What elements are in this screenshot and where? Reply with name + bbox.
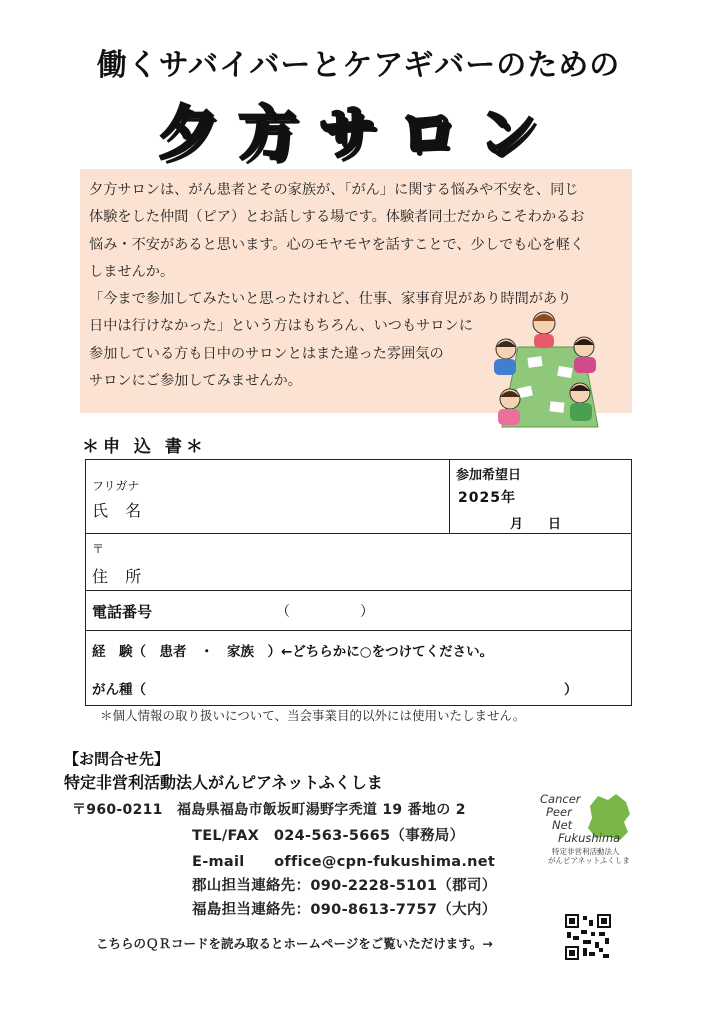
intro-line: 「今まで参加してみたいと思ったけれど、仕事、家事育児があり時間があり: [89, 291, 572, 308]
name-field[interactable]: [96, 460, 446, 533]
page-title: 夕方サロン: [158, 99, 559, 167]
form-heading: ＊申 込 書＊: [82, 437, 207, 457]
contact-koriyama: 郡山担当連絡先：090-2228-5101（郡司）: [192, 878, 497, 894]
divider: [86, 533, 631, 534]
address-label: 住 所: [92, 567, 148, 586]
contact-tel: TEL/FAX 024-563-5665（事務局）: [192, 828, 465, 844]
contact-email[interactable]: E-mail office@cpn-fukushima.net: [192, 854, 496, 870]
divider: [449, 460, 450, 533]
intro-line: 参加している方も日中のサロンとはまた違った雰囲気の: [89, 345, 444, 362]
furigana-label: フリガナ: [92, 479, 140, 493]
logo-word-cancer: Cancer: [540, 792, 581, 806]
cancer-type-close: ）: [564, 682, 578, 698]
phone-label: 電話番号: [92, 603, 153, 621]
intro-box: [80, 169, 632, 413]
name-label: 氏 名: [92, 501, 148, 520]
experience-field[interactable]: 経 験（ 患者 ・ 家族 ）←どちらかに○をつけてください。: [92, 644, 494, 660]
logo-word-net: Net: [552, 818, 573, 832]
privacy-note: ＊個人情報の取り扱いについて、当会事業目的以外には使用いたしません。: [100, 708, 526, 723]
qr-note: こちらのＱＲコードを読み取るとホームページをご覧いただけます。→: [96, 936, 493, 951]
divider: [86, 590, 631, 591]
intro-line: 夕方サロンは、がん患者とその家族が、「がん」に関する悩みや不安を、同じ: [89, 182, 579, 198]
intro-line: 体験をした仲間（ピア）とお話しする場です。体験者同士だからこそわかるお: [89, 209, 585, 226]
logo-sub-2: がんピアネットふくしま: [548, 856, 630, 865]
phone-field[interactable]: （ ）: [276, 604, 374, 620]
salon-illustration: [488, 307, 600, 435]
contact-address: 〒960-0211 福島県福島市飯坂町湯野字秃道 19 番地の 2: [72, 802, 466, 818]
cancer-type-label: がん種（: [92, 682, 146, 698]
qr-code-icon[interactable]: [563, 912, 613, 962]
year-text: 2025年: [458, 490, 516, 506]
intro-line: 日中は行けなかった」という方はもちろん、いつもサロンに: [89, 318, 473, 335]
cpn-logo: [540, 790, 640, 868]
contact-fukushima: 福島担当連絡先：090-8613-7757（大内）: [192, 902, 497, 918]
application-form: [85, 459, 632, 706]
logo-sub-1: 特定非営利活動法人: [552, 847, 620, 856]
date-label: 参加希望日: [456, 468, 522, 483]
intro-line: 悩み・不安があると思います。心のモヤモヤを話すことで、少しでも心を軽く: [89, 236, 585, 253]
intro-line: しませんか。: [89, 263, 175, 280]
page-subtitle: 働くサバイバーとケアギバーのための: [96, 48, 621, 83]
address-field[interactable]: [146, 535, 626, 589]
logo-word-fukushima: Fukushima: [558, 831, 621, 845]
divider: [86, 630, 631, 631]
organization-name: 特定非営利活動法人がんピアネットふくしま: [64, 773, 383, 792]
cancer-type-field[interactable]: [156, 672, 556, 700]
month-day-text: 月 日: [510, 517, 568, 532]
postal-mark: 〒: [92, 542, 105, 556]
intro-line: サロンにご参加してみませんか。: [89, 373, 302, 390]
contact-heading: 【お問合せ先】: [64, 750, 170, 768]
logo-word-peer: Peer: [546, 805, 572, 819]
